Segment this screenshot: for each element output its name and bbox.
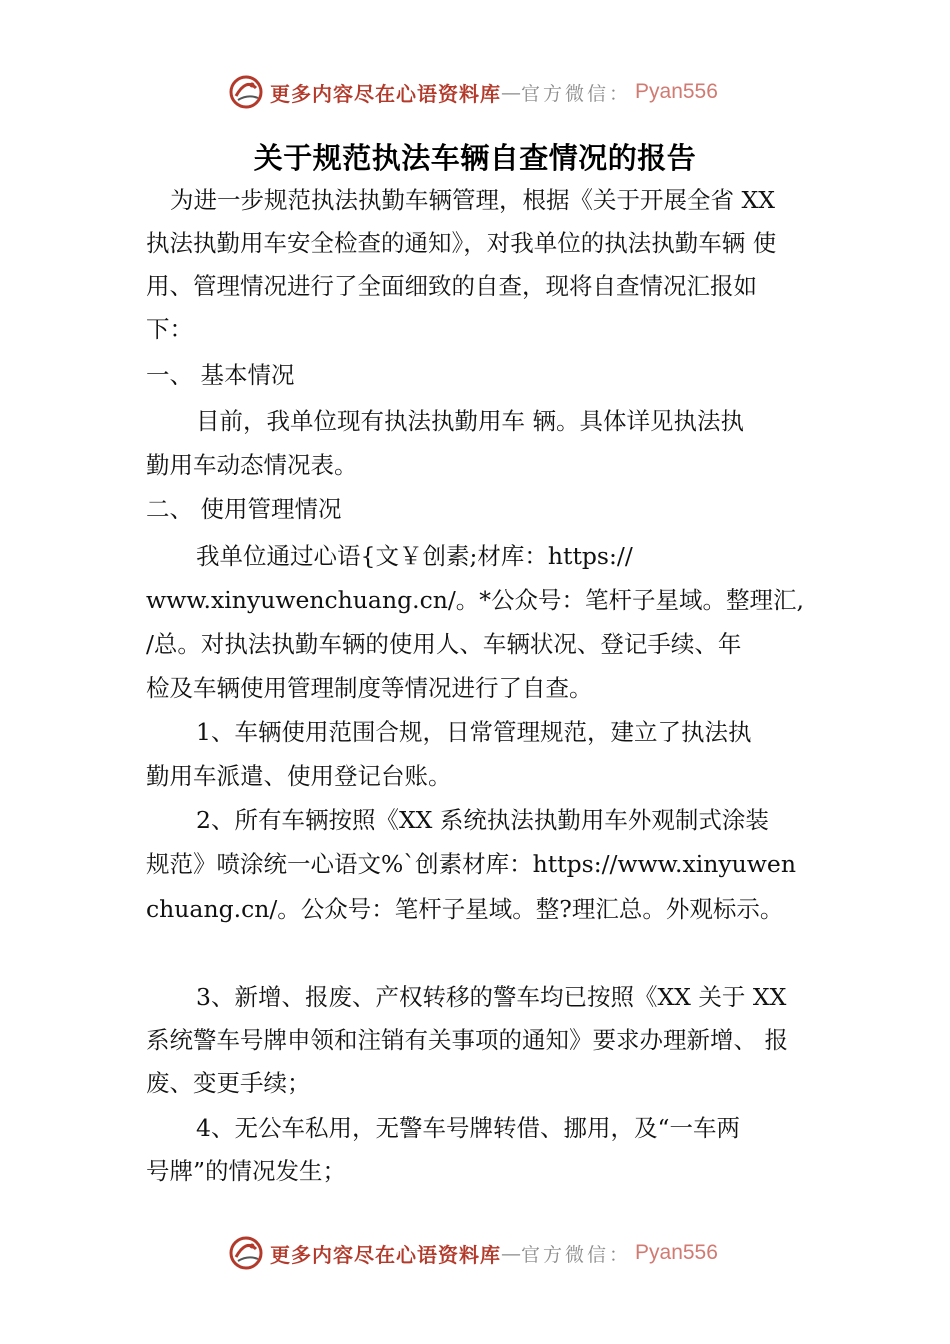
logo-icon xyxy=(228,74,264,110)
banner-text: 更多内容尽在心语资料库 xyxy=(270,81,501,106)
banner-wechat-id: Pyan556 xyxy=(635,80,718,103)
body-line: 勤用车派遣、使用登记台账。 xyxy=(146,762,452,790)
banner-text: 更多内容尽在心语资料库 xyxy=(270,1242,501,1267)
banner-wechat-label: 官方微信： xyxy=(521,82,632,105)
header-banner xyxy=(228,72,718,112)
banner-wechat-id: Pyan556 xyxy=(635,1241,718,1264)
body-line: 4、无公车私用，无警车号牌转借、挪用，及“一车两 xyxy=(196,1114,740,1142)
body-line: 我单位通过心语{文￥创素;材库：https:// xyxy=(196,542,633,570)
body-line: 3、新增、报废、产权转移的警车均已按照《XX 关于 XX xyxy=(196,983,787,1011)
body-line: www.xinyuwenchuang.cn/。*公众号：笔杆子星域。整理汇, xyxy=(146,586,805,614)
body-line: 检及车辆使用管理制度等情况进行了自查。 xyxy=(146,674,593,702)
body-line: 2、所有车辆按照《XX 系统执法执勤用车外观制式涂装 xyxy=(196,806,769,834)
document-title: 关于规范执法车辆自查情况的报告 xyxy=(253,141,697,175)
body-line: 1、车辆使用范围合规，日常管理规范，建立了执法执 xyxy=(196,718,752,746)
body-line: 废、变更手续； xyxy=(146,1069,311,1097)
banner-wechat-label: 官方微信： xyxy=(521,1243,632,1266)
section-heading: 二、 使用管理情况 xyxy=(146,495,342,523)
body-line: 执法执勤用车安全检查的通知》，对我单位的执法执勤车辆 使 xyxy=(146,229,777,257)
body-line: 号牌”的情况发生； xyxy=(146,1157,347,1185)
banner-separator: — xyxy=(501,1241,521,1265)
body-line: 规范》喷涂统一心语文%`创素材库：https://www.xinyuwen xyxy=(146,850,796,878)
body-line: 勤用车动态情况表。 xyxy=(146,451,358,479)
section-heading: 一、 基本情况 xyxy=(146,361,295,389)
body-line: chuang.cn/。公众号：笔杆子星域。整?理汇总。外观标示。 xyxy=(146,895,784,923)
body-line: 下： xyxy=(146,315,193,343)
footer-banner xyxy=(228,1233,718,1273)
body-line: 用、管理情况进行了全面细致的自查，现将自查情况汇报如 xyxy=(146,272,757,300)
banner-separator: — xyxy=(501,80,521,104)
body-line: 为进一步规范执法执勤车辆管理，根据《关于开展全省 XX xyxy=(170,186,775,214)
body-line: 系统警车号牌申领和注销有关事项的通知》要求办理新增、 报 xyxy=(146,1026,788,1054)
logo-icon xyxy=(228,1235,264,1271)
body-line: 目前，我单位现有执法执勤用车 辆。具体详见执法执 xyxy=(196,407,744,435)
body-line: /总。对执法执勤车辆的使用人、车辆状况、登记手续、年 xyxy=(146,630,742,658)
